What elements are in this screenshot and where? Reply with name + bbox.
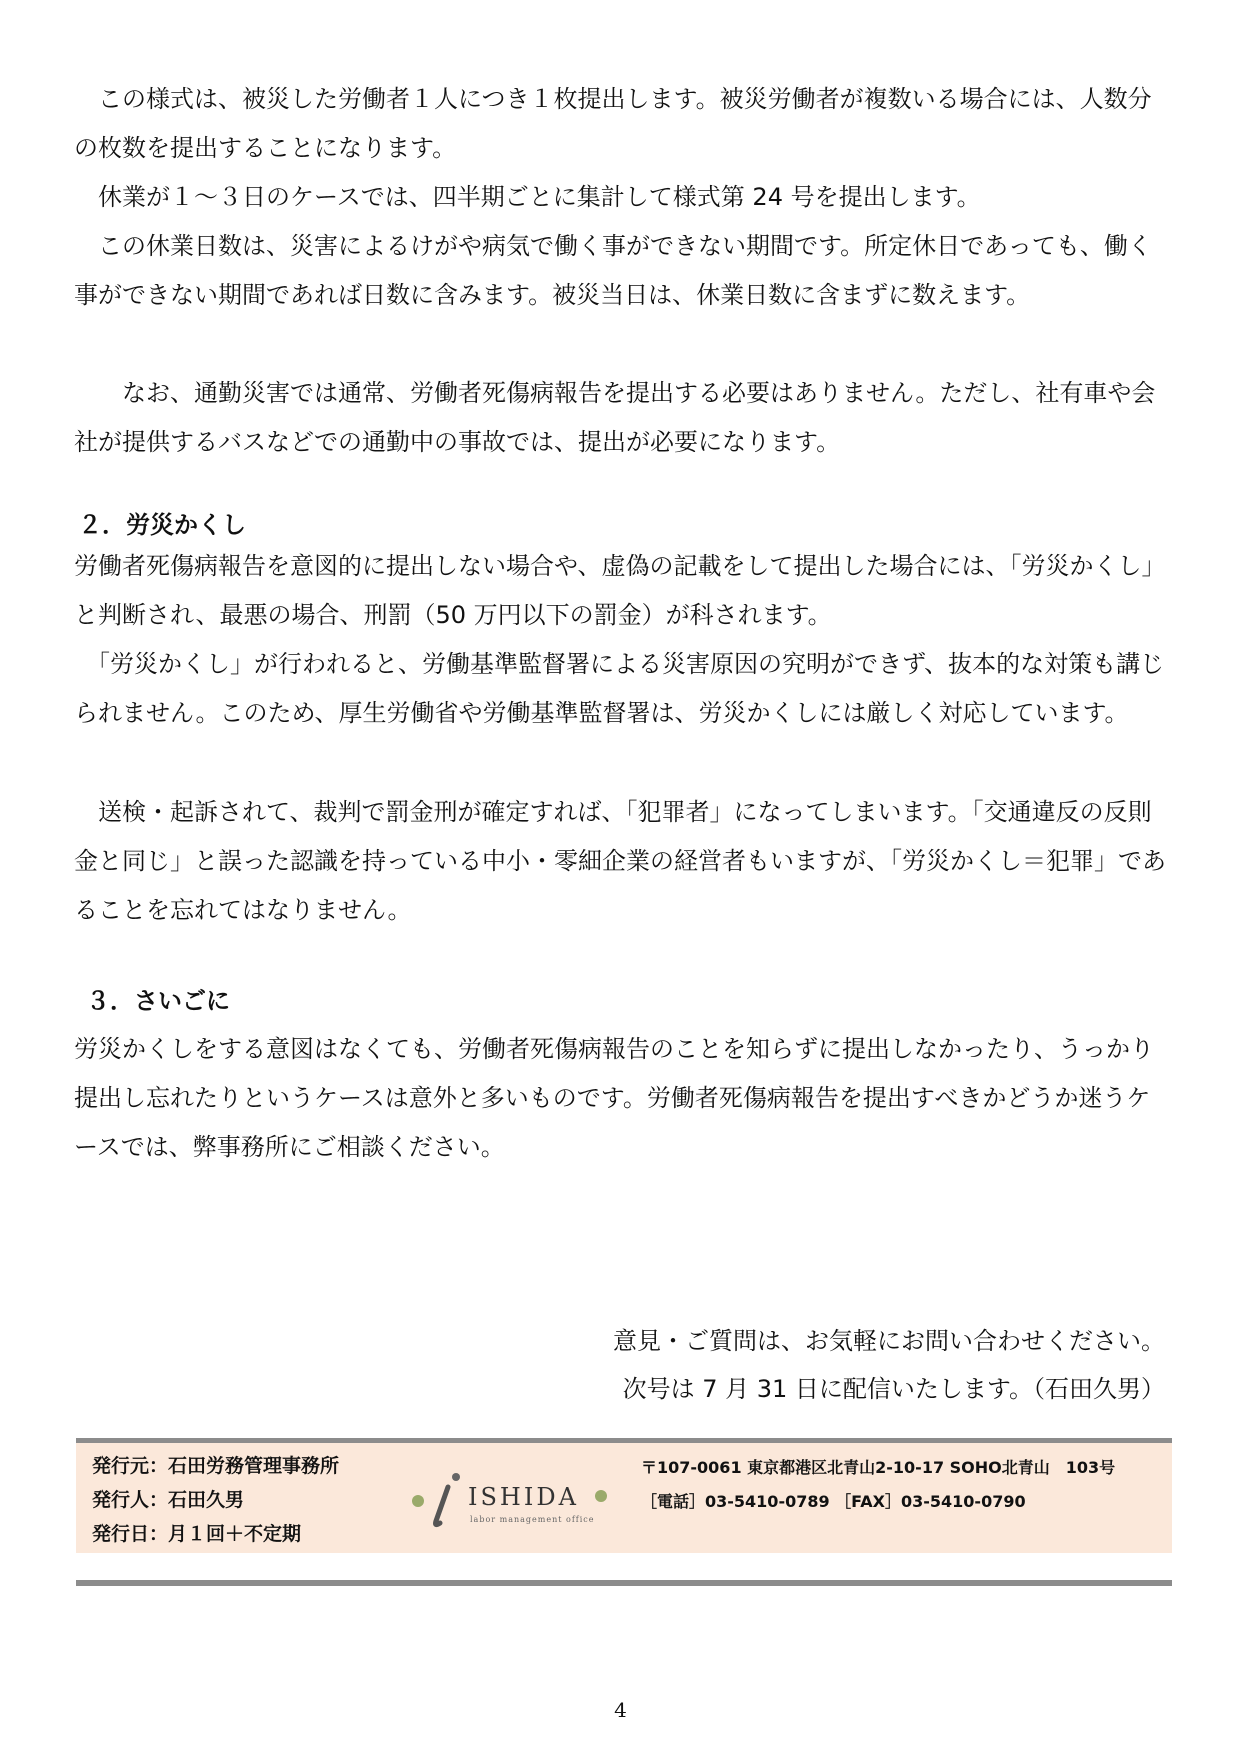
paragraph-rousai-kakushi-crime: 送検・起訴されて、裁判で罰金刑が確定すれば、「犯罪者」になってしまいます。「交通違反の反則金と同じ」と誤った認識を持っている中小・零細企業の経営者もいますが、「労災かくし＝犯罪」であることを忘れてはなりません。 <box>74 798 1166 924</box>
closing-inquiry-line: 意見・ご質問は、お気軽にお問い合わせください。 <box>613 1327 1165 1355</box>
closing-next-issue-line: 次号は 7 月 31 日に配信いたします。（石田久男） <box>622 1375 1165 1403</box>
footer-publisher-info <box>92 1449 339 1551</box>
paragraph-short-leave: 休業が１～３日のケースでは、四半期ごとに集計して様式第 24 号を提出します。 <box>74 183 981 211</box>
paragraph-form-submission: この様式は、被災した労働者１人につき１枚提出します。被災労働者が複数いる場合には、人数分の枚数を提出することになります。 <box>74 85 1152 162</box>
section-heading-conclusion: ３．さいごに <box>86 987 230 1015</box>
paragraph-leave-days: この休業日数は、災害によるけがや病気で働く事ができない期間です。所定休日であっても、働く事ができない期間であれば日数に含みます。被災当日は、休業日数に含まずに数えます。 <box>74 232 1152 309</box>
footer-editor: 発行人：石田久男 <box>92 1489 245 1511</box>
footer-phone-fax: ［電話］03-5410-0789 ［FAX］03-5410-0790 <box>641 1492 1026 1511</box>
paragraph-conclusion: 労災かくしをする意図はなくても、労働者死傷病報告のことを知らずに提出しなかったり、うっかり提出し忘れたりというケースは意外と多いものです。労働者死傷病報告を提出すべきかどうか迷うケースでは、弊事務所にご相談ください。 <box>74 1035 1154 1161</box>
logo-text: ISHIDA <box>468 1483 579 1511</box>
section-heading-rousai-kakushi: ２．労災かくし <box>78 511 246 539</box>
page-number: 4 <box>614 1698 627 1722</box>
footer-banner <box>76 1438 1172 1553</box>
footer-publisher: 発行元：石田労務管理事務所 <box>92 1455 340 1477</box>
footer-address: 〒107-0061 東京都港区北青山2-10-17 SOHO北青山 103号 <box>641 1458 1116 1477</box>
logo-subtitle: labor management office <box>470 1515 595 1524</box>
paragraph-rousai-kakushi-effects: 「労災かくし」が行われると、労働基準監督署による災害原因の究明ができず、抜本的な対策も講じられません。このため、厚生労働省や労働基準監督署は、労災かくしには厳しく対応しています。 <box>74 650 1165 727</box>
ishida-logo <box>406 1461 606 1531</box>
paragraph-rousai-kakushi-definition: 労働者死傷病報告を意図的に提出しない場合や、虚偽の記載をして提出した場合には、「労災かくし」と判断され、最悪の場合、刑罰（50 万円以下の罰金）が科されます。 <box>74 552 1166 629</box>
footer-frequency: 発行日：月１回＋不定期 <box>92 1523 302 1545</box>
footer-contact-info <box>641 1451 1115 1519</box>
logo-dot-icon <box>594 1489 608 1503</box>
footer-bottom-rule <box>76 1580 1172 1586</box>
logo-i-mark-icon <box>406 1461 476 1531</box>
paragraph-commuting-accident: なお、通勤災害では通常、労働者死傷病報告を提出する必要はありません。ただし、社有車や会社が提供するバスなどでの通勤中の事故では、提出が必要になります。 <box>74 379 1156 456</box>
